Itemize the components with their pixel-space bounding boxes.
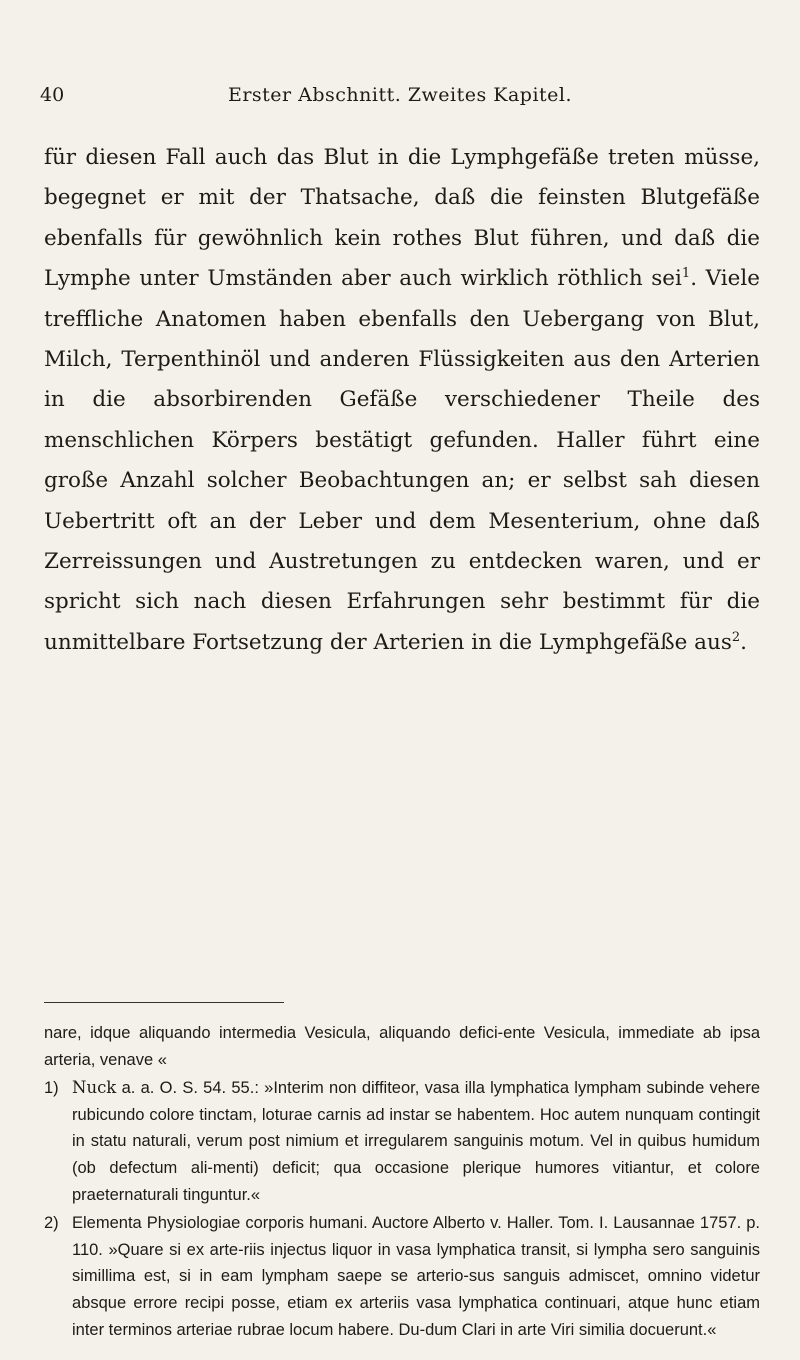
footnotes: [44, 1020, 760, 1343]
footnote-1: [44, 1075, 760, 1208]
footnote-separator: [44, 1002, 284, 1003]
footnote-2: [44, 1210, 760, 1343]
body-paragraph: [44, 138, 760, 663]
footnote-1-number: 1): [44, 1079, 59, 1098]
footnote-1-author: Nuck: [72, 1078, 117, 1098]
running-head: [40, 84, 760, 114]
body-text-1: für diesen Fall auch das Blut in die Lymphgefäße treten müsse, begegnet er mit der Thatsache, daß die feinsten Blutgefäße ebenfalls für gewöhnlich kein rothes Blut führen, und daß die Lymphe unter Umständen aber auch wirklich röthlich sei: [44, 145, 760, 292]
running-title: Erster Abschnitt. Zweites Kapitel.: [227, 84, 573, 106]
footnote-ref-2: 2: [731, 629, 741, 645]
body-text-end: .: [740, 629, 747, 655]
footnote-2-number: 2): [44, 1214, 59, 1233]
footnote-1-text: a. a. O. S. 54. 55.: »Interim non diffiteor, vasa illa lymphatica lympham subinde vehere rubicundo colore tinctam, loturae carnis ad instar se habentem. Hoc autem nunquam contingit in statu naturali, verum post nimium et irregularem sanguinis motum. Vel in quibus humidum (ob defectum ali-menti) deficit; qua occasione plerique humores vitiantur, et colore praeternaturali tinguntur.«: [72, 1079, 760, 1204]
footnote-continuation: nare, idque aliquando intermedia Vesicula, aliquando defici-ente Vesicula, immediate ab ipsa arteria, venave «: [44, 1024, 760, 1069]
footnote-2-text: Elementa Physiologiae corporis humani. Auctore Alberto v. Haller. Tom. I. Lausannae 1757. p. 110. »Quare si ex arte-riis injectus liquor in vasa lymphatica transit, si lympha sero sanguinis simillima est, si in eam lympham saepe se arterio-sus sanguis admiscet, omnino videtur absque errore recipi posse, etiam ex arteriis vasa lymphatica continuari, atque hunc etiam inter terminos arteriae rubrae locum habere. Du-dum Clari in arte Viri similia docuerunt.«: [72, 1214, 760, 1339]
page-number: 40: [40, 84, 65, 106]
main-text: [44, 138, 760, 663]
body-text-2: . Viele treffliche Anatomen haben ebenfalls den Uebergang von Blut, Milch, Terpenthinöl und anderen Flüssigkeiten aus den Arterien in die absorbirenden Gefäße verschiedener Theile des menschlichen Körpers bestätigt gefunden. Haller führt eine große Anzahl solcher Beobachtungen an; er selbst sah diesen Uebertritt oft an der Leber und dem Mesenterium, ohne daß Zerreissungen und Austretungen zu entdecken waren, und er spricht sich nach diesen Erfahrungen sehr bestimmt für die unmittelbare Fortsetzung der Arterien in die Lymphgefäße aus: [44, 266, 760, 655]
footnote-ref-1: 1: [681, 266, 691, 282]
